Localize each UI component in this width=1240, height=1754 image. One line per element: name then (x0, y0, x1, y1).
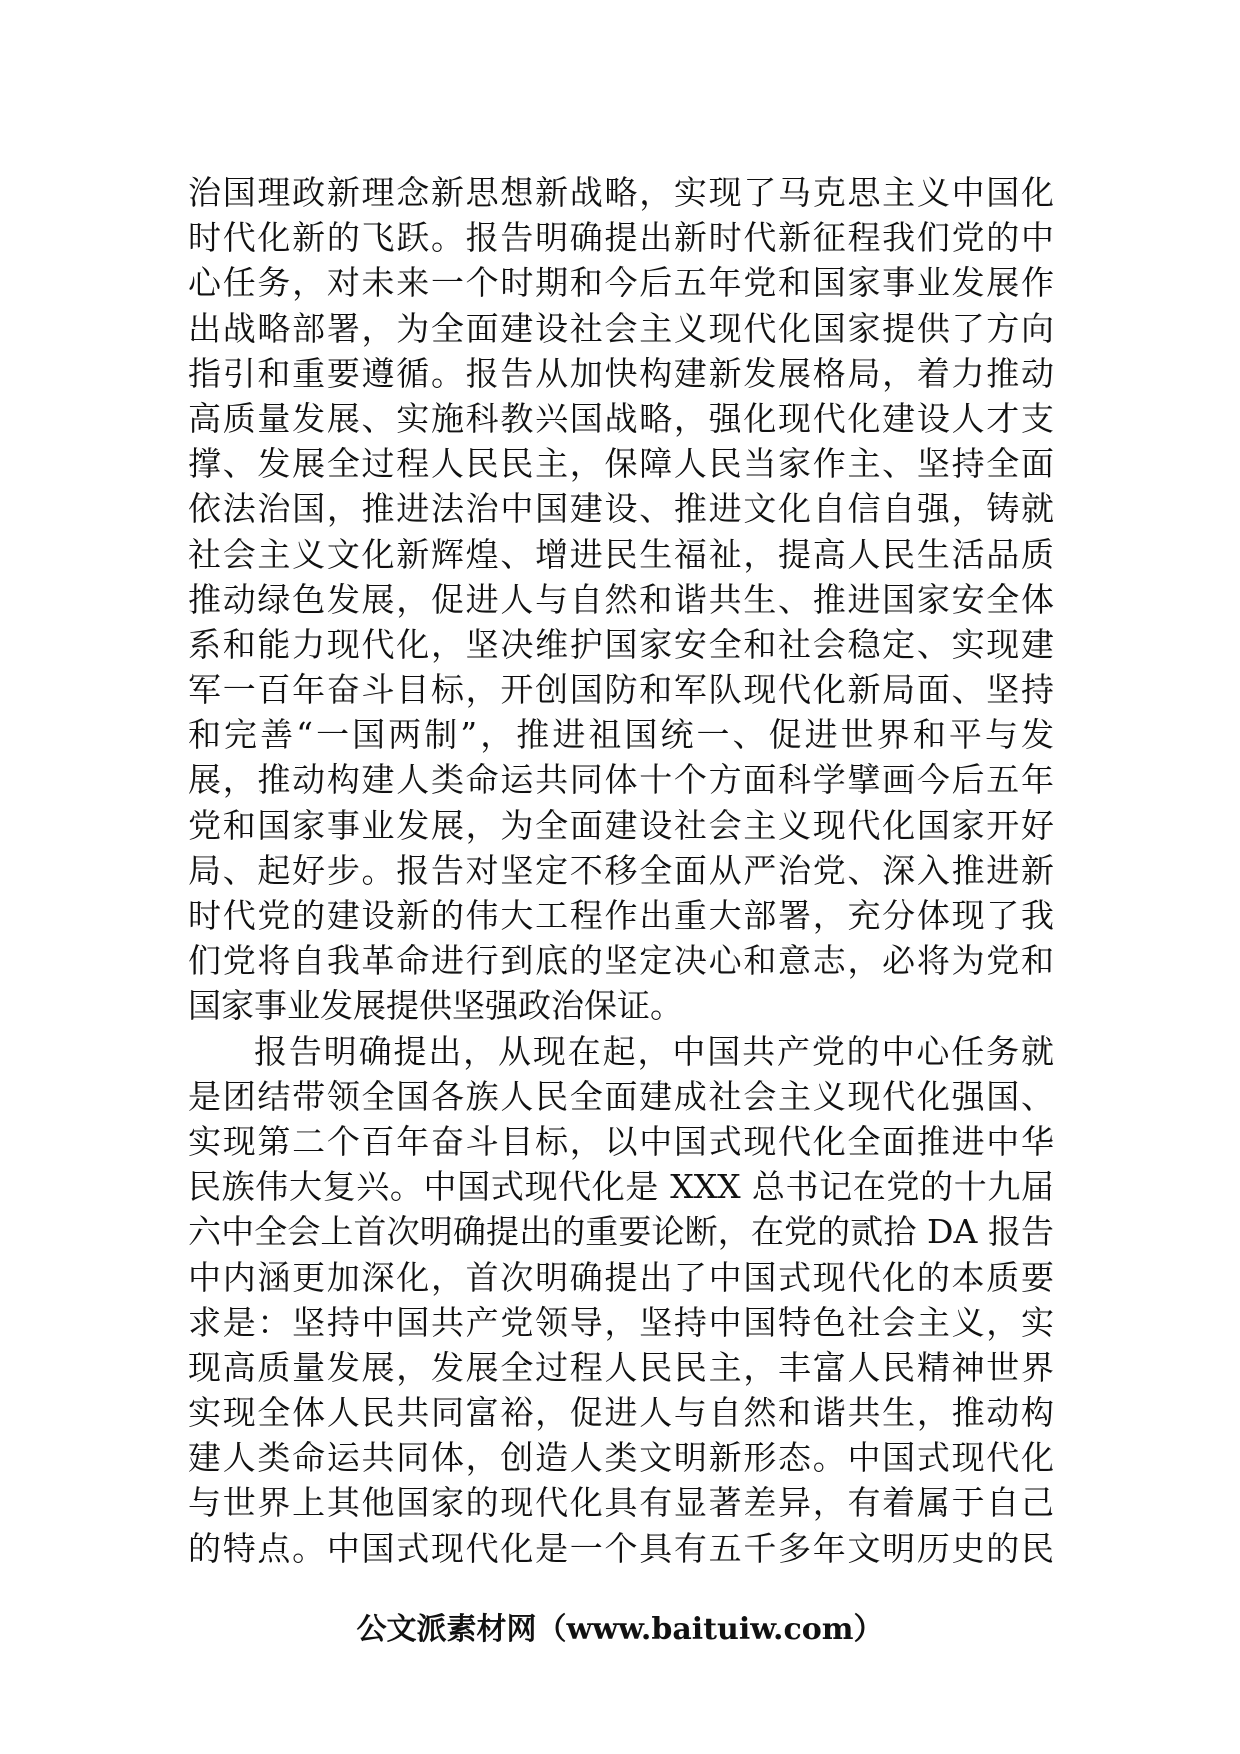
text-line: 实现全体人民共同富裕，促进人与自然和谐共生，推动构 (188, 1393, 1054, 1433)
text-line: 建人类命运共同体，创造人类文明新形态。中国式现代化 (188, 1438, 1054, 1478)
text-line: 的特点。中国式现代化是一个具有五千多年文明历史的民 (188, 1528, 1054, 1568)
text-line: 中内涵更加深化，首次明确提出了中国式现代化的本质要 (188, 1257, 1054, 1297)
text-line: 系和能力现代化，坚决维护国家安全和社会稳定、实现建 (188, 624, 1054, 664)
text-line: 与世界上其他国家的现代化具有显著差异，有着属于自己 (188, 1483, 1054, 1523)
footer-source: 公文派素材网（www.baituiw.com） (356, 1612, 884, 1647)
text-line: 军一百年奋斗目标，开创国防和军队现代化新局面、坚持 (188, 670, 1054, 710)
text-line: 依法治国，推进法治中国建设、推进文化自信自强，铸就 (188, 489, 1054, 529)
text-line: 求是：坚持中国共产党领导，坚持中国特色社会主义，实 (188, 1302, 1054, 1342)
text-line: 和完善“一国两制”，推进祖国统一、促进世界和平与发 (188, 715, 1054, 755)
text-line: 时代化新的飞跃。报告明确提出新时代新征程我们党的中 (188, 218, 1054, 258)
text-line: 时代党的建设新的伟大工程作出重大部署，充分体现了我 (188, 896, 1054, 935)
text-line: 推动绿色发展，促进人与自然和谐共生、推进国家安全体 (188, 579, 1054, 619)
text-line: 社会主义文化新辉煌、增进民生福祉，提高人民生活品质 (188, 534, 1054, 574)
text-line: 展，推动构建人类命运共同体十个方面科学擘画今后五年 (188, 760, 1054, 800)
text-line: 指引和重要遵循。报告从加快构建新发展格局，着力推动 (188, 353, 1054, 393)
text-line: 高质量发展、实施科教兴国战略，强化现代化建设人才支 (188, 398, 1054, 438)
text-line: 们党将自我革命进行到底的坚定决心和意志，必将为党和 (188, 941, 1054, 981)
text-line: 现高质量发展，发展全过程人民民主，丰富人民精神世界 (188, 1347, 1054, 1387)
text-line: 国家事业发展提供坚强政治保证。 (188, 986, 683, 1026)
text-line: 出战略部署，为全面建设社会主义现代化国家提供了方向 (188, 308, 1054, 348)
text-line: 六中全会上首次明确提出的重要论断，在党的贰拾 DA 报告 (188, 1212, 1054, 1252)
text-line: 局、起好步。报告对坚定不移全面从严治党、深入推进新 (188, 850, 1054, 890)
text-line: 治国理政新理念新思想新战略，实现了马克思主义中国化 (188, 173, 1054, 212)
paragraph (188, 1029, 1054, 1571)
text-line: 是团结带领全国各族人民全面建成社会主义现代化强国、 (188, 1076, 1054, 1116)
text-line: 党和国家事业发展，为全面建设社会主义现代化国家开好 (188, 805, 1054, 845)
text-line: 实现第二个百年奋斗目标，以中国式现代化全面推进中华 (188, 1121, 1054, 1161)
text-line: 报告明确提出，从现在起，中国共产党的中心任务就 (254, 1031, 1054, 1071)
paragraph (188, 170, 1054, 1029)
text-line: 民族伟大复兴。中国式现代化是 XXX 总书记在党的十九届 (188, 1167, 1054, 1207)
text-line: 心任务，对未来一个时期和今后五年党和国家事业发展作 (188, 263, 1054, 303)
text-line: 撑、发展全过程人民民主，保障人民当家作主、坚持全面 (188, 444, 1054, 484)
document-body (188, 170, 1054, 1571)
